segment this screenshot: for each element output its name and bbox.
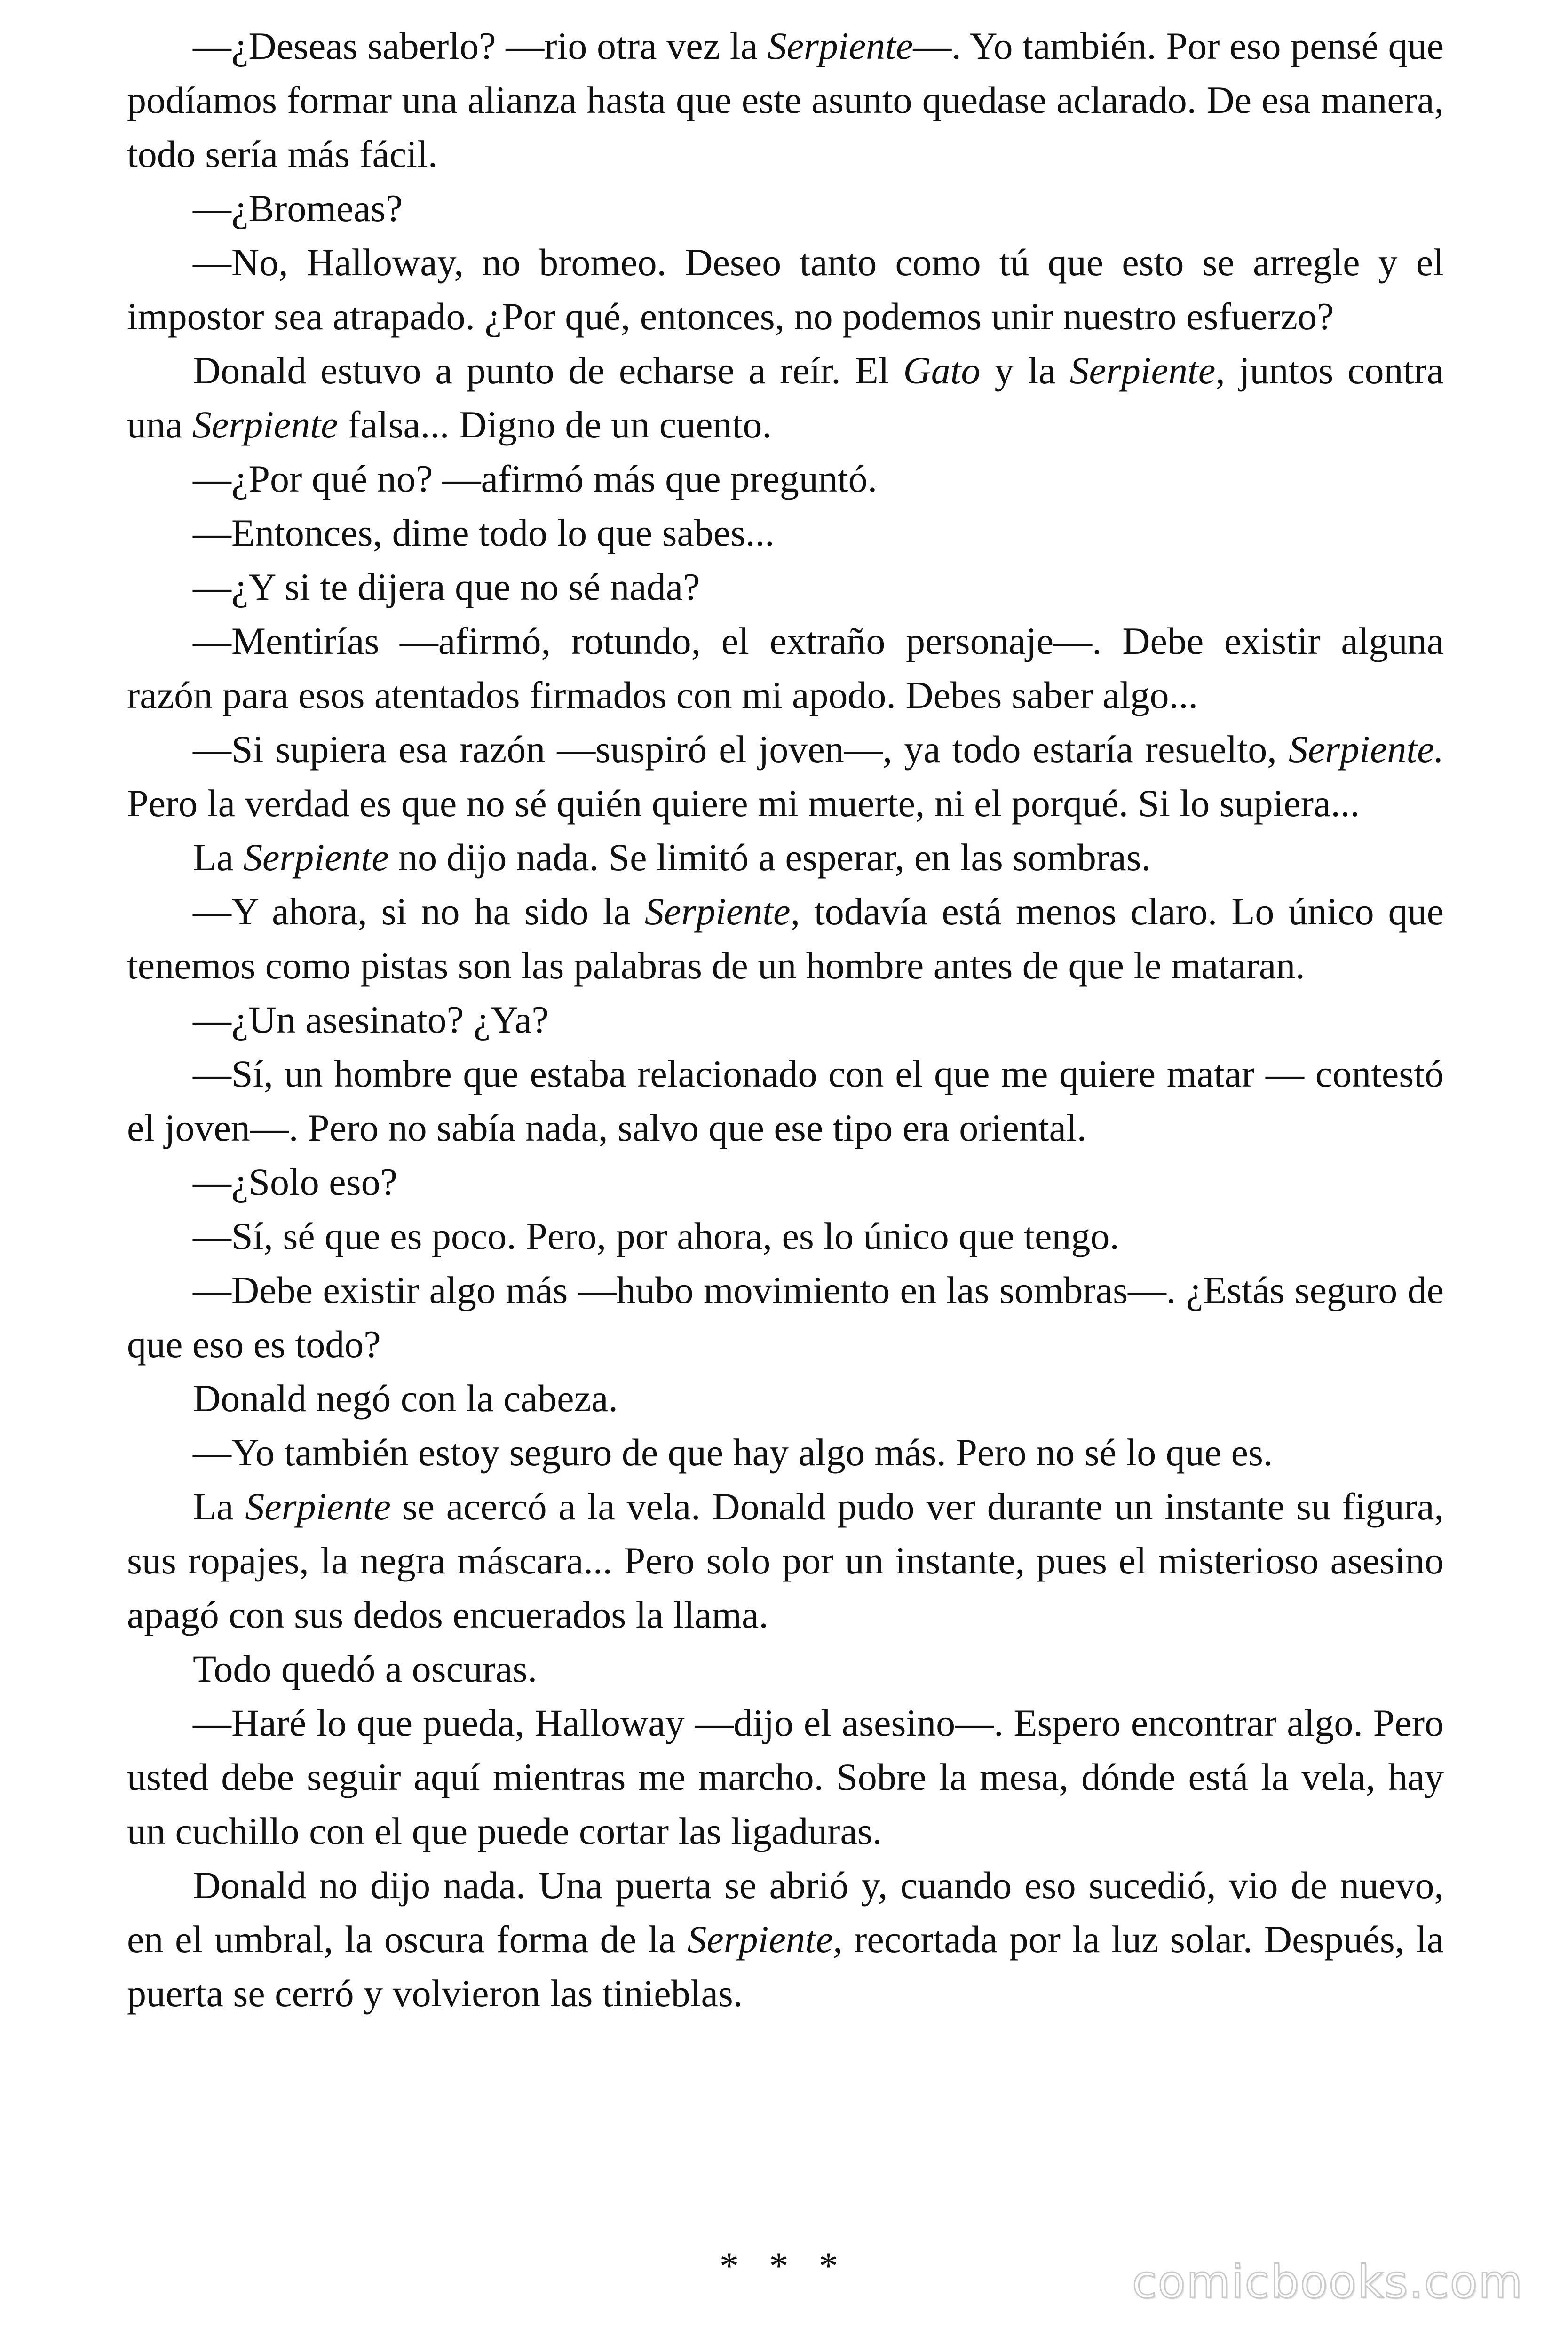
paragraph bbox=[127, 830, 1444, 884]
text-run: —Sí, un hombre que estaba relacionado con el que me quiere matar — contestó el joven—. Pero no sabía nada, salvo que ese tipo era oriental. bbox=[127, 1052, 1444, 1149]
italic-text: Serpiente bbox=[243, 836, 389, 879]
text-run: se acercó a la vela. Donald pudo ver durante un instante su figura, sus ropajes, la negra máscara... Pero solo por un instante, pues el misterioso asesino apagó con sus dedos encuerados la llama. bbox=[127, 1485, 1444, 1636]
watermark-logo: comicbooks.com bbox=[1132, 2256, 1523, 2308]
italic-text: Serpiente bbox=[192, 403, 338, 446]
page-body bbox=[127, 19, 1444, 2020]
italic-text: Serpiente bbox=[245, 1485, 391, 1528]
paragraph bbox=[127, 19, 1444, 181]
italic-text: Serpiente, bbox=[1069, 349, 1225, 392]
paragraph bbox=[127, 1858, 1444, 2020]
text-run: —Si supiera esa razón —suspiró el joven—, ya todo estaría resuelto, bbox=[193, 728, 1289, 771]
paragraph bbox=[127, 560, 1444, 614]
paragraph bbox=[127, 1263, 1444, 1371]
paragraph bbox=[127, 1479, 1444, 1642]
paragraph bbox=[127, 235, 1444, 343]
text-run: —Y ahora, si no ha sido la bbox=[193, 890, 645, 933]
text-run: Donald no dijo nada. Una puerta se abrió y, cuando eso sucedió, vio de nuevo, en el umbral, la oscura forma de la bbox=[127, 1864, 1444, 1961]
paragraph bbox=[127, 452, 1444, 506]
text-run: —¿Deseas saberlo? —rio otra vez la bbox=[193, 24, 768, 67]
text-run: Pero la verdad es que no sé quién quiere mi muerte, ni el porqué. Si lo supiera... bbox=[127, 782, 1360, 825]
italic-text: Serpiente, bbox=[644, 890, 800, 933]
scene-break: * * * bbox=[720, 2244, 848, 2287]
italic-text: Serpiente, bbox=[687, 1918, 843, 1961]
paragraph bbox=[127, 614, 1444, 722]
text-run: —¿Y si te dijera que no sé nada? bbox=[193, 565, 700, 608]
text-run: Donald negó con la cabeza. bbox=[193, 1377, 618, 1420]
italic-text: Gato bbox=[903, 349, 981, 392]
paragraph bbox=[127, 993, 1444, 1047]
paragraph bbox=[127, 506, 1444, 560]
text-run: juntos contra una bbox=[127, 349, 1444, 446]
paragraph bbox=[127, 1047, 1444, 1155]
paragraph bbox=[127, 1155, 1444, 1209]
text-run: no dijo nada. Se limitó a esperar, en las sombras. bbox=[388, 836, 1151, 879]
text-run: falsa... Digno de un cuento. bbox=[338, 403, 772, 446]
text-run: —Sí, sé que es poco. Pero, por ahora, es lo único que tengo. bbox=[193, 1215, 1119, 1257]
paragraph bbox=[127, 884, 1444, 993]
text-run: —Yo también estoy seguro de que hay algo más. Pero no sé lo que es. bbox=[193, 1431, 1273, 1474]
text-run: —¿Bromeas? bbox=[193, 187, 403, 230]
text-run: —¿Un asesinato? ¿Ya? bbox=[193, 998, 549, 1041]
text-run: —Mentirías —afirmó, rotundo, el extraño personaje—. Debe existir alguna razón para esos atentados firmados con mi apodo. Debes saber algo... bbox=[127, 620, 1444, 716]
text-run: —Haré lo que pueda, Halloway —dijo el asesino—. Espero encontrar algo. Pero usted debe seguir aquí mientras me marcho. Sobre la mesa, dónde está la vela, hay un cuchillo con el que puede cortar las ligaduras. bbox=[127, 1701, 1444, 1852]
paragraph bbox=[127, 1209, 1444, 1263]
text-run: —. Yo también. Por eso pensé que podíamos formar una alianza hasta que este asunto quedase aclarado. De esa manera, todo sería más fácil. bbox=[127, 24, 1444, 175]
text-run: —Entonces, dime todo lo que sabes... bbox=[193, 511, 775, 554]
paragraph bbox=[127, 181, 1444, 235]
text-run: —Debe existir algo más —hubo movimiento en las sombras—. ¿Estás seguro de que eso es todo? bbox=[127, 1269, 1444, 1366]
italic-text: Serpiente. bbox=[1288, 728, 1444, 771]
paragraph bbox=[127, 1371, 1444, 1425]
text-run: Todo quedó a oscuras. bbox=[193, 1647, 538, 1690]
paragraph bbox=[127, 1642, 1444, 1696]
text-run: —¿Solo eso? bbox=[193, 1160, 397, 1203]
text-run: Donald estuvo a punto de echarse a reír. El bbox=[193, 349, 903, 392]
text-run: La bbox=[193, 1485, 245, 1528]
text-run: La bbox=[193, 836, 243, 879]
paragraph bbox=[127, 1425, 1444, 1479]
paragraph bbox=[127, 343, 1444, 452]
text-run: —¿Por qué no? —afirmó más que preguntó. bbox=[193, 457, 878, 500]
paragraph bbox=[127, 1696, 1444, 1858]
text-run: —No, Halloway, no bromeo. Deseo tanto como tú que esto se arregle y el impostor sea atrapado. ¿Por qué, entonces, no podemos unir nuestro esfuerzo? bbox=[127, 241, 1444, 338]
text-run: y la bbox=[980, 349, 1070, 392]
text-run: todavía está menos claro. Lo único que tenemos como pistas son las palabras de un hombre antes de que le mataran. bbox=[127, 890, 1444, 987]
text-run: recortada por la luz solar. Después, la puerta se cerró y volvieron las tinieblas. bbox=[127, 1918, 1444, 2015]
italic-text: Serpiente bbox=[767, 24, 913, 67]
paragraph bbox=[127, 722, 1444, 830]
